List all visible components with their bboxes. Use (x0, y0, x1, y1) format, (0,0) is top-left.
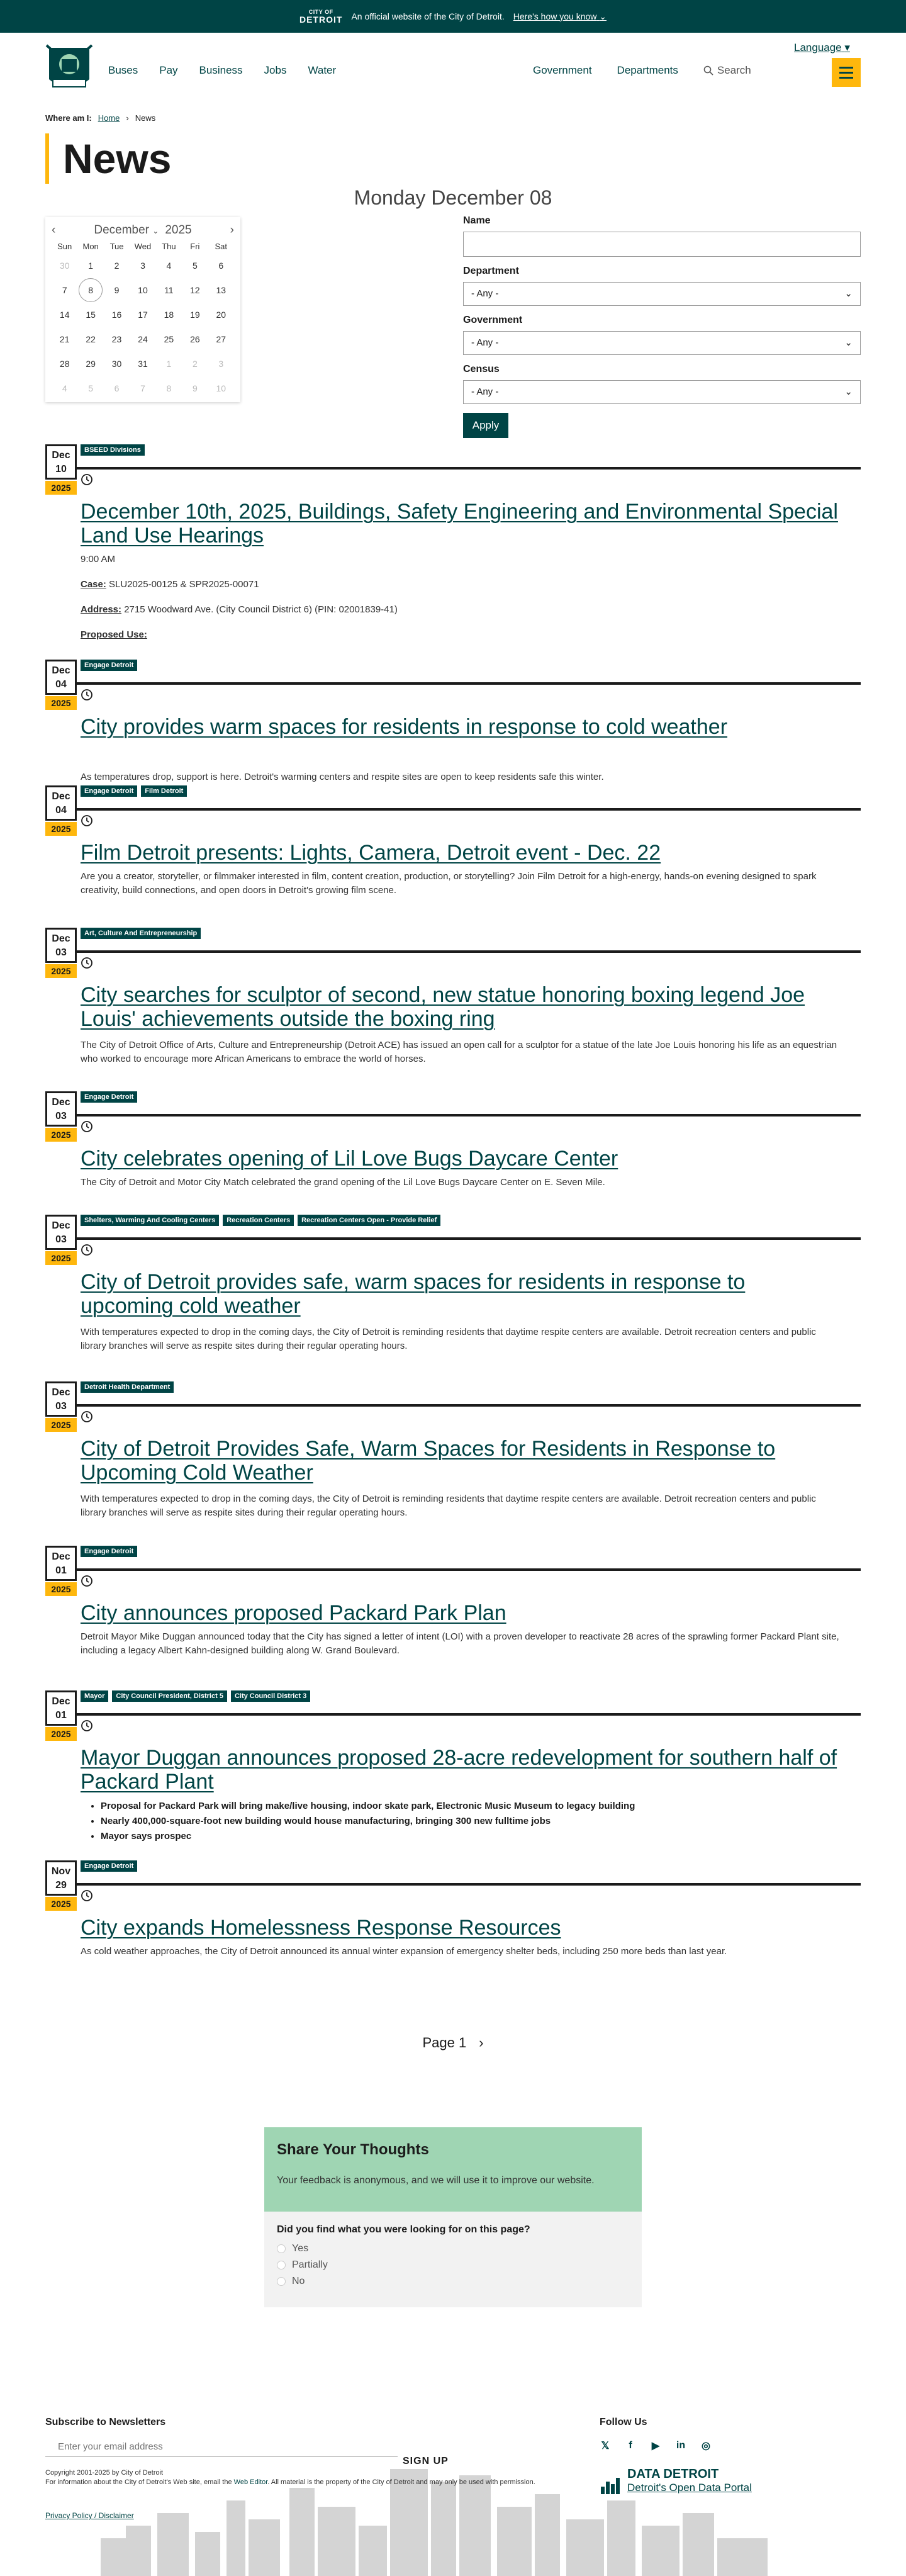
news-tag[interactable]: Recreation Centers (223, 1215, 294, 1226)
calendar-day[interactable]: 8 (166, 383, 172, 393)
news-title-link[interactable]: City of Detroit Provides Safe, Warm Spaces for Residents in Response to Upcoming Cold Weather (81, 1437, 776, 1485)
chevron-right-icon: › (126, 113, 129, 123)
news-tag[interactable]: BSEED Divisions (81, 444, 145, 456)
news-title-link[interactable]: Mayor Duggan announces proposed 28-acre redevelopment for southern half of Packard Plant (81, 1746, 837, 1794)
calendar-day[interactable]: 20 (216, 310, 226, 320)
pagination (0, 2035, 906, 2051)
news-day: 03 (55, 1234, 67, 1245)
subscribe-title: Subscribe to Newsletters (45, 2417, 166, 2427)
news-summary: Detroit Mayor Mike Duggan announced today that the City has signed a letter of intent (LOI) with a proven developer to reactivate 28 acres of the sprawling former Packard Plant site, including a legacy Albert Kahn-designed building along W. Grand Boulevard. (81, 1631, 839, 1656)
clock-icon (81, 1120, 93, 1133)
news-tags (81, 444, 145, 456)
news-year: 2025 (45, 481, 77, 495)
news-title-link[interactable]: City of Detroit provides safe, warm spaces for residents in response to upcoming cold weather (81, 1270, 746, 1318)
breadcrumb-label: Where am I: (45, 113, 92, 123)
nav-jobs[interactable]: Jobs (264, 64, 287, 76)
news-tag[interactable]: City Council President, District 5 (112, 1690, 227, 1702)
news-month: Dec (52, 1696, 70, 1707)
clock-icon (81, 814, 93, 827)
prev-month-icon[interactable]: ‹ (52, 223, 56, 237)
news-month: Dec (52, 665, 70, 676)
news-divider (77, 467, 861, 470)
news-tag[interactable]: Engage Detroit (81, 785, 137, 797)
news-divider (77, 1883, 861, 1886)
youtube-icon[interactable]: ▶ (651, 2441, 660, 2451)
news-divider (77, 1404, 861, 1407)
calendar-day[interactable]: 9 (114, 285, 120, 295)
calendar-day[interactable]: 31 (138, 359, 148, 369)
nav-government[interactable]: Government (533, 64, 592, 76)
calendar-day[interactable]: 6 (218, 261, 224, 271)
calendar-day[interactable]: 21 (59, 334, 70, 344)
news-day: 03 (55, 1401, 67, 1412)
government-label: Government (463, 315, 523, 325)
calendar-day[interactable]: 19 (190, 310, 200, 320)
news-month: Dec (52, 1220, 70, 1231)
weekday-header: Wed (134, 242, 152, 251)
news-date-badge (45, 660, 77, 710)
news-divider (77, 1237, 861, 1240)
chevron-down-icon: ⌄ (152, 227, 159, 235)
census-select[interactable]: - Any - ⌄ (463, 380, 861, 404)
caret-down-icon: ▾ (844, 42, 850, 53)
search-link[interactable]: Search (703, 64, 751, 77)
news-day: 03 (55, 947, 67, 958)
email-input[interactable] (45, 2437, 398, 2457)
news-day: 10 (55, 464, 67, 475)
clock-icon (81, 1244, 93, 1256)
news-day: 04 (55, 679, 67, 690)
feedback-option-partially[interactable]: Partially (277, 2259, 629, 2271)
calendar-day[interactable]: 8 (77, 278, 103, 303)
news-bullet: • Nearly 400,000-square-foot new building would house manufacturing, bringing 300 new fulltime jobs (101, 1814, 842, 1829)
news-tag[interactable]: Shelters, Warming And Cooling Centers (81, 1215, 219, 1226)
detroit-seal-logo[interactable] (43, 43, 96, 96)
calendar-day[interactable]: 2 (114, 261, 120, 271)
linkedin-icon[interactable]: in (676, 2440, 686, 2451)
calendar-day[interactable]: 4 (166, 261, 172, 271)
chevron-down-icon: ⌄ (844, 288, 853, 299)
news-date-badge (45, 1381, 77, 1432)
news-date-badge (45, 1690, 77, 1741)
news-year: 2025 (45, 1897, 77, 1911)
official-text: An official website of the City of Detroit. (351, 11, 505, 21)
calendar-day[interactable]: 30 (111, 359, 122, 369)
weekday-header: Fri (190, 242, 200, 251)
calendar-day[interactable]: 1 (166, 359, 172, 369)
news-filters (463, 215, 861, 438)
logo-detroit-text: DETROIT (299, 14, 343, 25)
news-time: 9:00 AM (81, 554, 116, 565)
calendar-day[interactable]: 11 (164, 285, 174, 295)
calendar-grid (52, 240, 234, 401)
menu-button[interactable] (832, 58, 861, 87)
news-tags (81, 1860, 137, 1872)
data-detroit-title: DATA DETROIT (627, 2467, 719, 2481)
year-input[interactable]: 2025 (165, 223, 192, 237)
clock-icon (81, 1575, 93, 1587)
news-summary: With temperatures expected to drop in the coming days, the City of Detroit is reminding residents that daytime respite centers are available. Detroit recreation centers and public library branches will serve as respite sites during their regular operating hours. (81, 1327, 816, 1351)
primary-nav (108, 64, 336, 77)
news-bullets (81, 1799, 842, 1844)
news-month: Dec (52, 1097, 70, 1108)
nav-water[interactable]: Water (308, 64, 337, 76)
news-date-badge (45, 1091, 77, 1142)
language-selector[interactable]: Language ▾ (794, 42, 850, 53)
copyright-text (45, 2468, 574, 2487)
data-bars-icon (600, 2475, 621, 2494)
news-month: Nov (51, 1866, 71, 1877)
news-tag[interactable]: Engage Detroit (81, 1546, 137, 1557)
next-month-icon[interactable]: › (230, 223, 234, 237)
news-date-badge (45, 1546, 77, 1596)
calendar-day[interactable]: 5 (88, 383, 94, 393)
calendar-day[interactable]: 24 (138, 334, 148, 344)
feedback-subtitle: Your feedback is anonymous, and we will use it to improve our website. (277, 2175, 595, 2186)
news-tag[interactable]: Mayor (81, 1690, 108, 1702)
news-title-link[interactable]: City announces proposed Packard Park Plan (81, 1601, 506, 1625)
news-tags (81, 1091, 137, 1103)
news-tags (81, 1381, 174, 1393)
news-title-link[interactable]: City provides warm spaces for residents in response to cold weather (81, 715, 728, 739)
weekday-header: Mon (82, 242, 99, 251)
census-label: Census (463, 364, 500, 374)
news-date-badge (45, 785, 77, 836)
copyright-line: Copyright 2001-2025 by City of Detroit (45, 2469, 164, 2477)
government-select[interactable]: - Any - ⌄ (463, 331, 861, 355)
news-day: 04 (55, 805, 67, 816)
news-tag[interactable]: Engage Detroit (81, 660, 137, 671)
feedback-title: Share Your Thoughts (277, 2141, 429, 2158)
date-calendar (45, 217, 240, 402)
clock-icon (81, 1719, 93, 1732)
news-year: 2025 (45, 1582, 77, 1596)
news-date-badge (45, 1860, 77, 1911)
calendar-day[interactable]: 7 (140, 383, 145, 393)
news-tag[interactable]: Recreation Centers Open - Provide Relief (298, 1215, 440, 1226)
follow-us (600, 2417, 712, 2452)
official-banner (0, 0, 906, 33)
nav-departments[interactable]: Departments (617, 64, 678, 76)
calendar-day[interactable]: 18 (164, 310, 174, 320)
department-label: Department (463, 266, 519, 276)
news-tags (81, 1215, 440, 1226)
news-tag[interactable]: Art, Culture And Entrepreneurship (81, 928, 201, 939)
news-divider (77, 682, 861, 685)
news-year: 2025 (45, 1251, 77, 1265)
news-month: Dec (52, 1387, 70, 1398)
news-divider (77, 950, 861, 953)
chevron-down-icon: ⌄ (844, 337, 853, 348)
secondary-nav (533, 64, 751, 77)
calendar-day[interactable]: 15 (86, 310, 96, 320)
news-case: Case: SLU2025-00125 & SPR2025-00071 (81, 579, 259, 590)
calendar-day[interactable]: 25 (164, 334, 174, 344)
breadcrumb-home[interactable]: Home (98, 113, 120, 123)
news-summary: As cold weather approaches, the City of Detroit announced its annual winter expansion of emergency shelter beds, including 250 more beds than last year. (81, 1946, 727, 1957)
feedback-panel (264, 2127, 642, 2307)
instagram-icon[interactable]: ◎ (702, 2441, 710, 2451)
news-bullet: • Proposal for Packard Park will bring make/live housing, indoor skate park, Electronic Music Museum to legacy building (101, 1799, 842, 1814)
privacy-policy-link[interactable]: Privacy Policy / Disclaimer (45, 2511, 134, 2520)
news-title-link[interactable]: City expands Homelessness Response Resources (81, 1916, 561, 1940)
calendar-day[interactable]: 14 (59, 310, 70, 320)
news-date-badge (45, 444, 77, 495)
news-day: 01 (55, 1710, 67, 1721)
city-logo-small[interactable] (299, 9, 342, 24)
feedback-option-yes[interactable]: Yes (277, 2243, 629, 2254)
how-you-know-link[interactable]: Here's how you know ⌄ (513, 11, 607, 21)
news-summary: The City of Detroit Office of Arts, Culture and Entrepreneurship (Detroit ACE) has issued an open call for a sculptor for a statue of the late Joe Louis honoring his life as an equestrian who worked to encourage more African Americans to embrace the world of horses. (81, 1040, 837, 1064)
news-divider (77, 1568, 861, 1571)
news-tags (81, 928, 201, 939)
calendar-day[interactable]: 22 (86, 334, 96, 344)
news-title-link[interactable]: City searches for sculptor of second, new statue honoring boxing legend Joe Louis' achievements outside the boxing ring (81, 983, 805, 1031)
clock-icon (81, 473, 93, 486)
weekday-header: Sat (215, 242, 228, 251)
news-day: 29 (55, 1880, 67, 1891)
calendar-day[interactable]: 5 (192, 261, 198, 271)
data-detroit-link[interactable] (600, 2467, 752, 2494)
news-tag[interactable]: Detroit Health Department (81, 1381, 174, 1393)
news-bullet: • Mayor says prospec (101, 1829, 842, 1844)
name-label: Name (463, 215, 491, 226)
feedback-question: Did you find what you were looking for on this page? (277, 2224, 530, 2235)
calendar-day[interactable]: 23 (111, 334, 122, 344)
calendar-day[interactable]: 29 (86, 359, 96, 369)
calendar-day[interactable]: 1 (88, 261, 94, 271)
hamburger-icon-bar (839, 77, 853, 79)
calendar-day[interactable]: 26 (190, 334, 200, 344)
news-title-link[interactable]: Film Detroit presents: Lights, Camera, Detroit event - Dec. 22 (81, 841, 661, 865)
calendar-day[interactable]: 27 (216, 334, 226, 344)
hamburger-icon-bar (839, 67, 853, 69)
copyright-info: For information about the City of Detroit's Web site, email the Web Editor. All material is the property of the City of Detroit and may only be used with permission. (45, 2478, 535, 2486)
chevron-down-icon: ⌄ (844, 386, 853, 397)
calendar-day[interactable]: 16 (111, 310, 122, 320)
news-address: Address: 2715 Woodward Ave. (City Council District 6) (PIN: 02001839-41) (81, 604, 398, 615)
news-month: Dec (52, 791, 70, 802)
news-divider (77, 808, 861, 811)
chevron-down-icon: ⌄ (599, 11, 607, 21)
news-year: 2025 (45, 964, 77, 978)
news-title-link[interactable]: City celebrates opening of Lil Love Bugs Daycare Center (81, 1147, 618, 1171)
news-year: 2025 (45, 696, 77, 710)
calendar-day[interactable]: 9 (192, 383, 198, 393)
selected-date-heading: Monday December 08 (354, 186, 552, 209)
calendar-day[interactable]: 3 (218, 359, 224, 369)
weekday-header: Tue (109, 242, 124, 251)
news-tag[interactable]: Film Detroit (141, 785, 187, 797)
calendar-day[interactable]: 12 (190, 285, 200, 295)
news-tag[interactable]: Engage Detroit (81, 1091, 137, 1103)
calendar-day[interactable]: 10 (138, 285, 148, 295)
calendar-day[interactable]: 30 (59, 261, 70, 271)
news-tags (81, 1546, 137, 1557)
next-page-icon[interactable]: › (479, 2035, 484, 2050)
weekday-header: Sun (57, 242, 72, 251)
news-summary: As temperatures drop, support is here. Detroit's warming centers and respite sites are open to keep residents safe this winter. (81, 772, 604, 782)
nav-buses[interactable]: Buses (108, 64, 138, 76)
logo-city-text: CITY OF (308, 8, 333, 15)
breadcrumb-current: News (135, 113, 156, 123)
news-date-badge (45, 928, 77, 978)
facebook-icon[interactable]: f (629, 2440, 632, 2451)
news-day: 01 (55, 1565, 67, 1576)
news-year: 2025 (45, 1128, 77, 1142)
news-month: Dec (52, 450, 70, 461)
news-tag[interactable]: City Council District 3 (231, 1690, 310, 1702)
month-select[interactable]: December ⌄ (94, 223, 159, 237)
calendar-day[interactable]: 10 (216, 383, 226, 393)
site-header (0, 33, 906, 102)
page-label: Page 1 (422, 2035, 467, 2050)
signup-button[interactable]: SIGN UP (403, 2456, 449, 2466)
radio-button[interactable] (277, 2277, 286, 2286)
breadcrumb (45, 113, 155, 123)
page-title: News (45, 133, 171, 184)
radio-button[interactable] (277, 2261, 286, 2269)
news-tags (81, 1690, 310, 1702)
news-year: 2025 (45, 1418, 77, 1432)
news-title-link[interactable]: December 10th, 2025, Buildings, Safety Engineering and Environmental Special Land Use Hearings (81, 500, 838, 548)
calendar-day[interactable]: 2 (192, 359, 198, 369)
news-tag[interactable]: Engage Detroit (81, 1860, 137, 1872)
follow-title: Follow Us (600, 2417, 647, 2427)
site-footer (0, 2329, 906, 2576)
calendar-day[interactable]: 4 (62, 383, 67, 393)
news-tags (81, 660, 137, 671)
weekday-header: Thu (162, 242, 176, 251)
calendar-day[interactable]: 13 (216, 285, 226, 295)
search-icon (703, 65, 713, 76)
news-summary: The City of Detroit and Motor City Match celebrated the grand opening of the Lil Love Bugs Daycare Center on E. Seven Mile. (81, 1177, 605, 1188)
clock-icon (81, 1410, 93, 1423)
nav-business[interactable]: Business (199, 64, 243, 76)
web-editor-link[interactable]: Web Editor (233, 2478, 268, 2486)
calendar-day[interactable]: 17 (138, 310, 148, 320)
news-divider (77, 1114, 861, 1116)
data-detroit-subtitle: Detroit's Open Data Portal (627, 2482, 752, 2494)
news-month: Dec (52, 1551, 70, 1562)
clock-icon (81, 957, 93, 969)
news-month: Dec (52, 933, 70, 944)
calendar-day[interactable]: 7 (62, 285, 67, 295)
newsletter-subscribe (45, 2417, 398, 2457)
calendar-day[interactable]: 6 (114, 383, 120, 393)
news-year: 2025 (45, 1727, 77, 1741)
news-proposed-use: Proposed Use: (81, 629, 147, 640)
hamburger-icon-bar (839, 72, 853, 74)
news-divider (77, 1713, 861, 1716)
clock-icon (81, 689, 93, 701)
news-tags (81, 785, 187, 797)
radio-button[interactable] (277, 2244, 286, 2253)
apply-button[interactable]: Apply (463, 413, 508, 438)
nav-pay[interactable]: Pay (159, 64, 178, 76)
calendar-day[interactable]: 3 (140, 261, 145, 271)
news-year: 2025 (45, 822, 77, 836)
news-date-badge (45, 1215, 77, 1265)
news-summary: With temperatures expected to drop in the coming days, the City of Detroit is reminding residents that daytime respite centers are available. Detroit recreation centers and public library branches will serve as respite sites during their regular operating hours. (81, 1493, 816, 1518)
clock-icon (81, 1889, 93, 1902)
news-day: 03 (55, 1111, 67, 1122)
twitter-icon[interactable]: 𝕏 (601, 2441, 610, 2451)
department-select[interactable]: - Any - ⌄ (463, 282, 861, 306)
news-summary: Are you a creator, storyteller, or filmmaker interested in film, content creation, production, or storytelling? Join Film Detroit for a high-energy, hands-on evening designed to spark creativity, build connections, and open doors in Detroit's growing film scene. (81, 871, 817, 896)
name-input[interactable] (463, 232, 861, 257)
calendar-day[interactable]: 28 (59, 359, 70, 369)
feedback-option-no[interactable]: No (277, 2276, 629, 2287)
